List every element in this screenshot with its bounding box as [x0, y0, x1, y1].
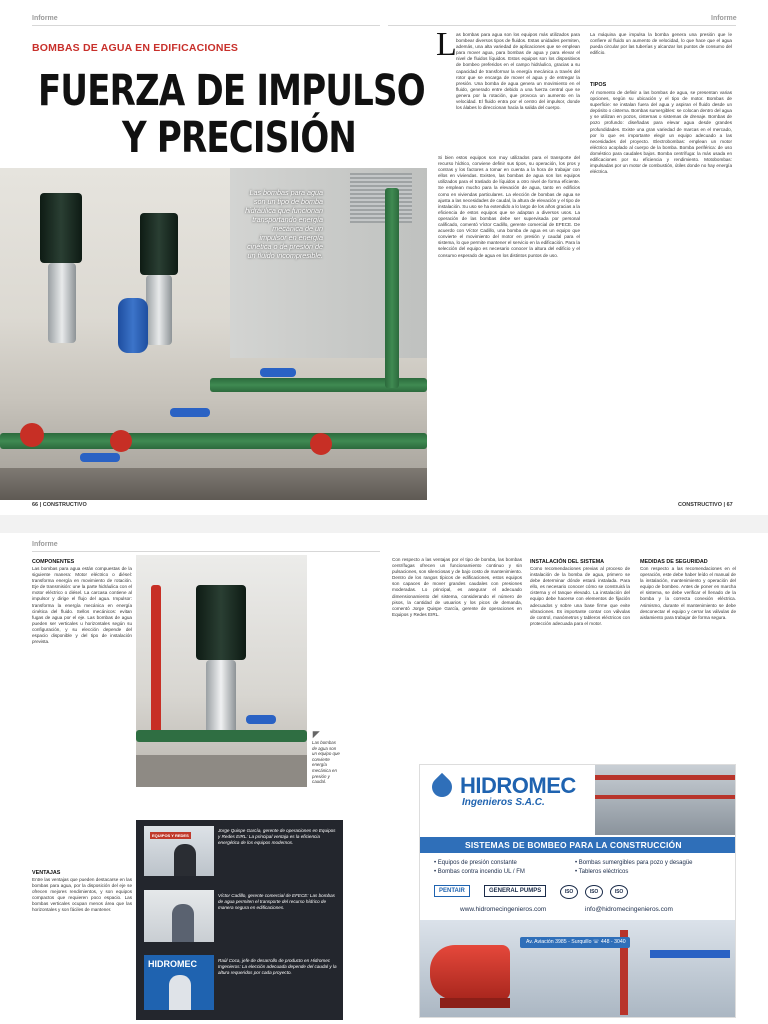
blue-tank	[118, 298, 148, 353]
pump-photo-2	[136, 555, 307, 787]
photo2-caption: Las bombas de agua son un equipo que convierte energía mecánica en presión y caudal.	[312, 740, 340, 785]
section-label-right: Informe	[711, 15, 737, 22]
section-label-left: Informe	[32, 15, 58, 22]
ad-factory-blue-pipe	[650, 950, 730, 958]
header-rule-bottom	[32, 551, 380, 552]
pump2-red-pipe	[151, 585, 161, 735]
ad-item-1: • Equipos de presión constante	[434, 860, 517, 866]
hidromec-ad[interactable]	[419, 764, 736, 1018]
pump-motor-right	[140, 213, 178, 275]
ad-logo-4: ISO	[585, 885, 603, 899]
tipos-text: Al momento de definir a las bombas de agua, se presentan varias opciones, según su ubicación y el tipo de motor. Bombas de superficie: se instalan fuera del agua y aspiran el fluido desde un depósito o cisterna. Bombas sumergibles: se colocan dentro del agua y se utilizan en pozos, cisternas o sistemas de drenaje. Bombas de pozo profundo: diseñadas para elevar agua desde grandes profundidades. Existe una gran variedad de marcas en el mercado, por lo que es importante elegir un equipo adecuado a las necesidades del proyecto. Electrobombas: emplean un motor eléctrico acoplado al cuerpo de la bomba. Bomba periférica: de uso doméstico para caudales bajos. Bomba centrífuga: la más usada en edificaciones por su eficiencia y rendimiento. Motobombas: impulsadas por un motor de combustión, útiles donde no hay energía eléctrica.	[590, 90, 732, 175]
quote1-badge: EQUIPOS Y REDES	[152, 833, 189, 838]
ad-red-pump-base	[440, 998, 510, 1008]
quote3-text: Raúl Coca, jefe de desarrollo de producto en Hidromec Ingenieros: La elección adecuada depende del caudal y la altura requeridos por cada proyecto.	[218, 958, 337, 975]
components-text: Las bombas para agua están compuestas de la siguiente manera: Motor eléctrico o diésel: transforma energía en movimiento de rotación. Eje de transmisión: une la parte hidráulica con el motor eléctrico o diésel. La carcasa contiene al impulsor y dirige el flujo del agua. Impulsor: transforma la energía mecánica en energía cinética del fluido. Sellos mecánicos: evitan fugas de agua por el eje. Las bombas de agua pueden ser verticales u horizontales según su configuración, y su elección depende del espacio disponible y del tipo de instalación prevista.	[32, 566, 132, 645]
ad-item-4: • Tableros eléctricos	[575, 869, 629, 875]
footer-page-right: 67	[726, 502, 733, 508]
quote3-photo	[144, 955, 214, 1010]
section-label-bottom: Informe	[32, 541, 58, 548]
ad-email[interactable]: info@hidromecingenieros.com	[585, 906, 673, 913]
quote1-avatar	[174, 844, 196, 876]
photo-floor	[0, 468, 427, 500]
middle-column-text: Con respecto a las ventajas por el tipo de bomba, las bombas centrífugas ofrecen un funcionamiento continuo y sin pulsaciones, son silenciosas y de bajo costo de mantenimiento. Dentro de los rangos típicos de edificaciones, estos equipos son capaces de mover grandes caudales con presiones moderadas. Lo principal, es asegurar el adecuado dimensionamiento del sistema, considerando el número de pisos, la cantidad de usuarios y los picos de demanda, comentó Jorge Quispe García, gerente de operaciones en Equipos y Redes EIRL.	[392, 557, 522, 617]
headline-line-2: Y PRECISIÓN	[122, 113, 357, 163]
tipos-heading: TIPOS	[590, 82, 607, 88]
pump-shaft-right	[146, 275, 172, 345]
kicker: BOMBAS DE AGUA EN EDIFICACIONES	[32, 42, 239, 54]
dropcap: L	[436, 26, 457, 63]
ad-pump-image	[420, 920, 736, 1018]
ad-web[interactable]: www.hidromecingenieros.com	[460, 906, 547, 913]
ad-red-beam-2	[595, 795, 736, 799]
ventajas-heading: VENTAJAS	[32, 870, 61, 876]
green-pipe-bottom	[0, 433, 427, 449]
pump-motor-left	[40, 193, 82, 263]
components-heading: COMPONENTES	[32, 559, 75, 565]
blue-valve-3	[80, 453, 120, 462]
column-2-text: Si bien estos equipos son muy utilizados para el transporte del recurso hídrico, conviene definir sus tipos, su operación, los pros y contras y los factores a tomar en cuenta a la hora de trabajar con ellos en viviendas. Existen, las bombas de agua son los equipos utilizados para el traslado de líquidos a otro nivel de forma eficiente. Se emplean mucho para la elevación de agua, tanto en edificios como en viviendas particulares. La elección de bombas de agua se ajusta a las necesidades de caudal, la altura de elevación y el tipo de instalación. Su uso se ha extendido a lo largo de los años gracias a la eficiencia de estos equipos que se adaptan a diversos usos. La operación de las bombas debe ser supervisada por personal calificado, comentó Víctor Cadillo, gerente comercial de EFECE. De acuerdo con Víctor Cadillo, una bomba de agua es un equipo que convierte el movimiento del motor en presión y caudal para el sistema, lo que permite mantener el servicio en la edificación. Para la selección del equipo es necesario conocer la altura del edificio y el consumo esperado de agua en los distintos puntos de uso.	[438, 155, 580, 258]
red-valve-1	[20, 423, 44, 447]
footer-left: 66 | CONSTRUCTIVO	[32, 502, 87, 508]
safety-text: Con respecto a las recomendaciones en el operación, este debe haber leído el manual de la instalación, mantenimiento y operación del equipo de bombeo. Antes de poner en marcha el sistema, se debe verificar el llenado de la bomba y la correcta conexión eléctrica. Asimismo, durante el mantenimiento se debe desconectar el equipo y cerrar las válvulas de aislamiento para trabajar de forma segura.	[640, 566, 736, 620]
quote1-text: Jorge Quispe García, gerente de operaciones en Equipos y Redes EIRL: La principal ventaja es la eficiencia energética de los equipos modernos.	[218, 828, 336, 845]
ad-subbrand: Ingenieros S.A.C.	[462, 797, 545, 808]
pump-shaft-left	[48, 263, 76, 343]
ad-logo-5: ISO	[610, 885, 628, 899]
footer-right: CONSTRUCTIVO | 67	[678, 502, 733, 508]
blue-valve-1	[170, 408, 210, 417]
safety-heading: MEDIDAS DE SEGURIDAD	[640, 559, 708, 565]
ad-band-text: SISTEMAS DE BOMBEO PARA LA CONSTRUCCIÓN	[465, 840, 682, 850]
install-text: Como recomendaciones previas al proceso de instalación de la bomba de agua, primero se debe determinar dónde estará instalada. Para ello, es necesario conocer cómo se construirá la cisterna y el tanque elevado. La instalación del equipo debe hacerse con elementos de fijación adecuados y sobre una base firme que evite vibraciones. Es importante contar con válvulas de control, manómetros y tableros eléctricos con protección adecuada para el motor.	[530, 566, 630, 626]
green-pipe-vertical	[385, 188, 399, 388]
pump2-green-pipe	[136, 730, 307, 742]
ad-red-beam	[595, 775, 736, 780]
headline-line-1: FUERZA DE IMPULSO	[38, 66, 425, 116]
pump2-motor	[196, 585, 246, 660]
spread-gap	[0, 515, 768, 533]
ad-logo-2: GENERAL PUMPS	[484, 885, 546, 897]
footer-brand-left: CONSTRUCTIVO	[42, 502, 87, 508]
footer-brand-right: CONSTRUCTIVO	[678, 502, 722, 508]
ad-item-2: • Bombas contra incendio UL / FM	[434, 869, 525, 875]
quote2-text: Víctor Cadillo, gerente comercial de EFECE: Las bombas de agua permiten el transporte del recurso hídrico de manera segura en edificaciones.	[218, 893, 335, 910]
arrow-icon	[309, 728, 320, 739]
red-valve-3	[310, 433, 332, 455]
quote1-photo	[144, 826, 214, 876]
header-rule-left	[32, 25, 380, 26]
pump2-blue-valve	[246, 715, 276, 724]
quote2-photo	[144, 890, 214, 942]
ad-logo-1: PENTAIR	[434, 885, 470, 897]
ad-address: Av. Aviación 3985 - Surquillo ☏ 448 - 3040	[526, 939, 626, 945]
ad-red-pump	[430, 945, 510, 1000]
ad-drop-icon	[428, 773, 456, 801]
pump2-shaft	[206, 660, 236, 740]
photo-vent-grille	[350, 173, 412, 223]
quote2-avatar	[172, 904, 194, 942]
ad-brand: HIDROMEC	[460, 773, 576, 798]
red-valve-2	[110, 430, 132, 452]
ventajas-text: Entre las ventajas que pueden destacarse en las bombas para agua, por la disposición del eje se ofrecen mejores rendimientos, y son equipos compactos que requieren poco espacio. Las bombas verticales ocupan menos área que las horizontales y son fáciles de mantener.	[32, 877, 132, 913]
ad-item-3: • Bombas sumergibles para pozo y desagüe	[575, 860, 693, 866]
main-photo	[0, 168, 427, 500]
install-heading: INSTALACIÓN DEL SISTEMA	[530, 559, 605, 565]
photo-caption: Las bombas para agua son un tipo de bomba hidráulica que funcionan transportando energía mecánica de un impulsor en energía cinética o de presión de un fluido incompresible.	[245, 188, 323, 260]
quote3-avatar	[169, 975, 191, 1010]
column-3-intro: La máquina que impulsa la bomba genera una presión que le confiere al fluido un aumento de velocidad, lo que hace que el agua pueda circular por las tuberías y alcanzar los puntos de consumo del edificio.	[590, 32, 732, 56]
quote3-logo-text: HIDROMEC	[148, 959, 197, 969]
ad-photo-factory	[595, 765, 736, 835]
blue-valve-2	[260, 368, 296, 377]
pump2-floor	[136, 755, 307, 787]
ad-logo-3: ISO	[560, 885, 578, 899]
column-1-text: as bombas para agua son los equipos más utilizados para bombear diversos tipos de fluidos. Estas unidades permiten, además, una alta variedad de aplicaciones que se emplean para mover agua, para bombas de agua y para elevar el nivel de fluidos líquidos. Estos equipos son los dispositivos de bombeo preferidos en el campo hidráulico, gracias a su capacidad de transformar la energía mecánica a través del rotor que se encarga de mover el agua y de entregar la presión. Una bomba de agua genera un movimiento en el fluido, generado entre debido a una fuerza central que se genera por la rotación, que provoca un aumento en la velocidad. El fluido entra por el centro del impulsor, donde los álabes lo direccionan hacia la salida del cuerpo.	[456, 32, 580, 111]
footer-page-left: 66	[32, 502, 39, 508]
